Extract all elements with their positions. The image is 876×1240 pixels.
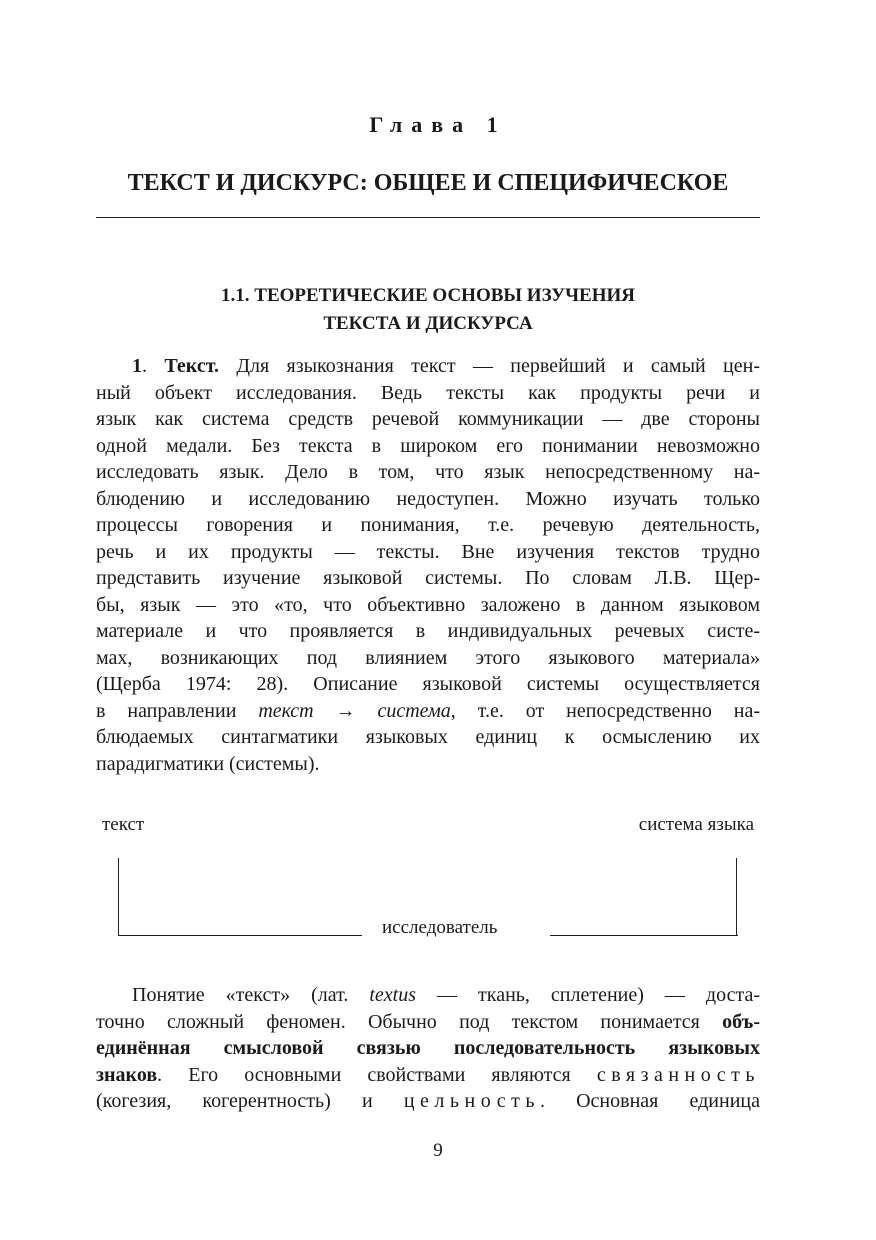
p1-line-12: мах, возникающих под влиянием этого языкового материала»: [96, 646, 760, 669]
paragraph-1: [96, 353, 760, 777]
p1-line-5: исследовать язык. Дело в том, что язык непосредственному на-: [96, 461, 760, 483]
section-title-line-1: 1.1. ТЕОРЕТИЧЕСКИЕ ОСНОВЫ ИЗУЧЕНИЯ: [221, 285, 635, 306]
title-rule: [96, 217, 760, 218]
p1-line-2: ный объект исследования. Ведь тексты как продукты речи и: [96, 381, 760, 404]
p1-line-7: процессы говорения и понимания, т.е. речевую деятельность,: [96, 514, 760, 536]
p1-line-11: материале и что проявляется в индивидуальных речевых систе-: [96, 620, 760, 642]
section-title-line-2: ТЕКСТА И ДИСКУРСА: [323, 313, 533, 334]
p2-line-5: [96, 1088, 760, 1115]
p2-line-5-pre: (когезия, когерентность) и: [96, 1090, 404, 1112]
p1-line-1: [96, 353, 760, 380]
p2-line-5-post: . Основная единица: [539, 1090, 760, 1112]
diagram-label-language-system: система языка: [638, 814, 754, 835]
p2-line-1-pre: Понятие «текст» (лат.: [132, 984, 370, 1006]
p1-line-15: блюдаемых синтагматики языковых единиц к осмыслению их: [96, 726, 760, 748]
chapter-title: ТЕКСТ И ДИСКУРС: ОБЩЕЕ И СПЕЦИФИЧЕСКОЕ: [127, 170, 729, 196]
diagram-right-horizontal-line: [550, 935, 738, 936]
p1-line-8: речь и их продукты — тексты. Вне изучения текстов трудно: [96, 540, 760, 563]
text-system-diagram: [96, 812, 760, 952]
p1-term-text: текст: [258, 699, 314, 722]
p1-line-13: (Щерба 1974: 28). Описание языковой системы осуществляется: [96, 673, 760, 695]
p1-number: 1: [132, 355, 142, 377]
p2-term-integrity: цельность: [403, 1090, 540, 1112]
p1-line-16: парадигматики (системы).: [96, 752, 320, 775]
p1-heading: Текст.: [164, 355, 220, 377]
diagram-label-text: текст: [102, 814, 145, 835]
p1-line-10: бы, язык — это «то, что объективно заложено в данном языковом: [96, 593, 760, 616]
p2-line-2-pre: точно сложный феномен. Обычно под текстом понимается: [96, 1010, 723, 1033]
page-number: 9: [433, 1140, 443, 1161]
p1-line-6: блюдению и исследованию недоступен. Можно изучать только: [96, 487, 760, 510]
p1-line-9: представить изучение языковой системы. По словам Л.В. Щер-: [96, 567, 760, 589]
diagram-left-horizontal-line: [118, 935, 362, 936]
diagram-label-researcher: исследователь: [382, 917, 498, 938]
p2-definition-middle: единённая смысловой связью последовательность языковых: [96, 1037, 760, 1059]
p2-term-cohesion: связанность: [596, 1063, 760, 1086]
diagram-right-vertical-line: [736, 858, 737, 936]
chapter-label: Глава 1: [369, 112, 507, 137]
p2-latin-term: textus: [369, 984, 417, 1006]
p1-number-dot: .: [142, 355, 165, 377]
diagram-left-vertical-line: [118, 858, 119, 936]
section-title: [96, 282, 760, 338]
p1-line-14-pre: в направлении: [96, 699, 259, 722]
p2-line-4-text: . Его основными свойствами являются: [157, 1063, 597, 1086]
p1-line-14-post: , т.е. от непосредственно на-: [450, 699, 760, 722]
paragraph-2: [96, 982, 760, 1115]
p2-definition-start: объ-: [722, 1010, 760, 1033]
p1-term-system: система: [377, 699, 451, 722]
p1-arrow: →: [313, 699, 378, 722]
p2-line-3: [96, 1035, 760, 1062]
p2-line-4: [96, 1062, 760, 1089]
p2-definition-end: знаков: [96, 1063, 158, 1086]
p2-line-1: [96, 982, 760, 1009]
p1-line-1-text: Для языкознания текст — первейший и самый цен-: [219, 355, 761, 377]
p1-line-3: язык как система средств речевой коммуникации — две стороны: [96, 408, 760, 430]
p1-line-14: [96, 698, 760, 725]
p2-line-2: [96, 1009, 760, 1036]
p1-line-4: одной медали. Без текста в широком его понимании невозможно: [96, 434, 760, 457]
p2-line-1-post: — ткань, сплетение) — доста-: [416, 984, 760, 1006]
